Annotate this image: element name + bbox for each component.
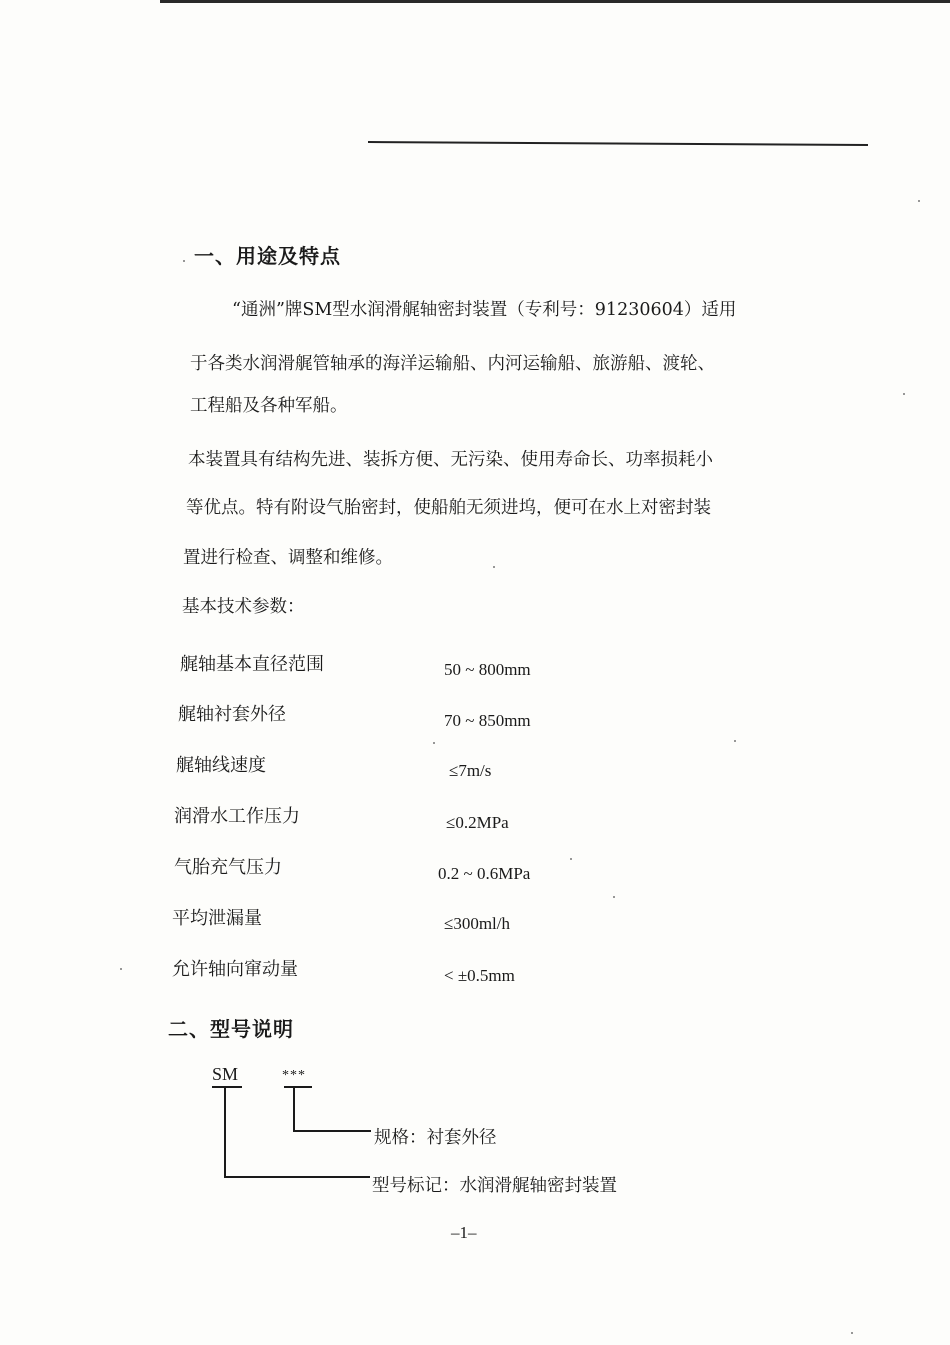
param-value: < ±0.5mm [444,966,515,985]
spec-leader-vertical [293,1087,295,1130]
scan-speck [903,393,905,395]
paragraph1-line1: “通洲”牌SM型水润滑艉轴密封装置（专利号：91230604）适用 [232,300,737,320]
model-leader-horizontal [224,1176,370,1178]
spec-leader-horizontal [293,1130,371,1132]
scan-speck [183,260,185,262]
param-label: 润滑水工作压力 [174,806,300,827]
model-code-underline [212,1086,242,1088]
scan-speck [120,968,122,970]
param-value: 0.2 ~ 0.6MPa [438,864,531,883]
paragraph2-line1: 本装置具有结构先进、装拆方便、无污染、使用寿命长、功率损耗小 [188,450,713,470]
scan-speck [493,566,495,568]
model-leader-vertical [224,1087,226,1177]
paragraph1-line3: 工程船及各种军船。 [190,396,348,416]
paragraph2-line2: 等优点。特有附设气胎密封，使船舶无须进坞，便可在水上对密封装 [186,498,711,518]
section-title-usage: 一、用途及特点 [194,244,341,268]
param-value: ≤7m/s [449,761,492,780]
param-value: 50 ~ 800mm [444,660,531,679]
param-label: 艉轴衬套外径 [178,704,286,725]
paragraph1-line2: 于各类水润滑艉管轴承的海洋运输船、内河运输船、旅游船、渡轮、 [190,354,715,374]
page-number: –1– [451,1223,477,1242]
header-rule [368,141,868,146]
section-title-model: 二、型号说明 [168,1017,294,1041]
param-label: 艉轴基本直径范围 [180,654,324,675]
spec-label: 规格：衬套外径 [374,1128,497,1148]
param-value: ≤0.2MPa [446,813,509,832]
scan-speck [918,200,920,202]
param-label: 平均泄漏量 [172,908,262,929]
scan-speck [613,896,615,898]
param-label: 气胎充气压力 [174,857,282,878]
param-value: ≤300ml/h [444,914,510,933]
scan-speck [433,742,435,744]
model-spec-underline [284,1086,312,1088]
model-code: SM [212,1064,239,1084]
scan-speck [851,1332,853,1334]
params-heading: 基本技术参数： [182,597,305,617]
param-value: 70 ~ 850mm [444,711,531,730]
model-label: 型号标记：水润滑艉轴密封装置 [372,1176,617,1196]
param-label: 允许轴向窜动量 [172,959,298,980]
param-label: 艉轴线速度 [176,755,266,776]
scan-speck [570,858,572,860]
model-spec-placeholder: *** [282,1068,306,1083]
scan-speck [734,740,736,742]
scan-top-edge [160,0,950,3]
paragraph2-line3: 置进行检查、调整和维修。 [183,548,393,568]
